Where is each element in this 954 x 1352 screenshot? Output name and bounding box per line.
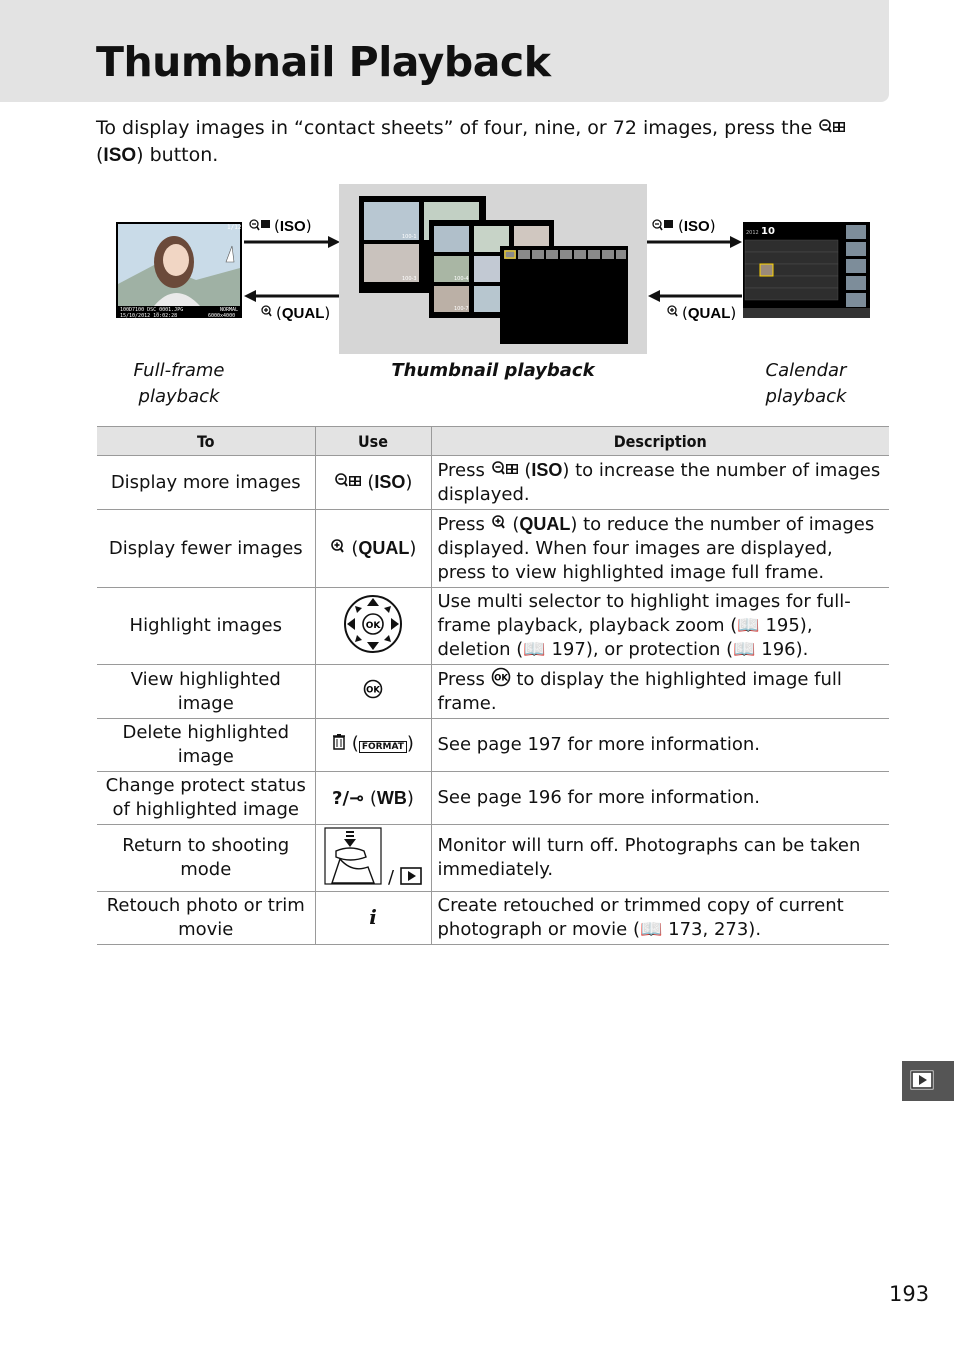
desc-text-post: ) to reduce the number of images displayed. When four images are displayed, press to view highlighted image full frame. (437, 514, 875, 583)
svg-text:(QUAL): (QUAL) (682, 304, 737, 322)
label-iso-top-right (653, 217, 716, 235)
iso-label: ISO (531, 460, 563, 480)
arrow-bottom-right-label: QUAL (687, 305, 731, 322)
row-to: View highlighted image (97, 665, 315, 719)
caption-full-frame (116, 358, 242, 410)
header-use: Use (315, 427, 431, 456)
thumb-label-d: 100-7 (454, 306, 469, 312)
controls-table (97, 426, 889, 945)
row-description (431, 665, 889, 719)
header-to: To (97, 427, 315, 456)
caption-right-line1: Calendar (765, 360, 847, 381)
row-description: Press (ISO) to increase the number of images displayed. (431, 456, 889, 510)
svg-text:OK: OK (365, 620, 381, 631)
iso-label: ISO (374, 472, 406, 492)
label-qual-bottom-left (262, 304, 330, 322)
table-row (97, 665, 889, 719)
table-header-row (97, 427, 889, 456)
arrow-from-calendar (648, 290, 742, 302)
row-to: Change protect status of highlighted image (97, 772, 315, 825)
iso-button-label: ISO (103, 145, 137, 166)
frame-count-text: 1/12 (227, 224, 242, 231)
row-to: Retouch photo or trim movie (97, 892, 315, 945)
label-qual-bottom-right (668, 304, 736, 322)
thumb-label-b: 100-3 (402, 276, 417, 282)
table-row (97, 719, 889, 772)
table-row (97, 825, 889, 892)
book-reference-icon: 📖 (523, 639, 546, 660)
quality-text: NORMAL (220, 307, 239, 313)
row-to: Delete highlighted image (97, 719, 315, 772)
full-frame-screen (116, 222, 242, 319)
arrow-to-full-frame (244, 290, 340, 302)
row-use: ( FORMAT ) (315, 719, 431, 772)
row-use (315, 588, 431, 665)
shutter-release-icon (324, 827, 382, 885)
desc-ref2: 197), or protection ( (551, 639, 734, 660)
desc-ref3: 196). (761, 639, 809, 660)
playback-icon (902, 1061, 954, 1101)
protect-key-icon: ?/⊸ (332, 787, 365, 809)
intro-text-post: ) button. (136, 144, 219, 166)
playback-section-tab (902, 1061, 954, 1101)
book-reference-icon: 📖 (737, 615, 760, 636)
arrow-bottom-left-label: QUAL (281, 305, 325, 322)
thumb-label-a: 100-1 (402, 234, 417, 240)
caption-right-line2: playback (765, 386, 847, 407)
table-row (97, 892, 889, 945)
ok-button-icon (363, 679, 383, 699)
desc-text-post: 173, 273). (668, 919, 762, 940)
caption-left-line2: playback (138, 386, 220, 407)
wb-label: WB (376, 787, 407, 808)
arrow-to-thumbnails (244, 236, 340, 248)
thumbnail-screens (339, 184, 647, 354)
desc-text-a: Use multi selector to highlight images for full-frame playback, playback zoom ( (437, 591, 851, 636)
desc-text-pre: Press (437, 669, 485, 690)
row-use (315, 665, 431, 719)
row-use: (QUAL) (315, 510, 431, 588)
qual-label: QUAL (519, 514, 571, 534)
file-info-text: 100D7100 DSC_0001.JPG (120, 307, 184, 313)
row-description: Monitor will turn off. Photographs can be taken immediately. (431, 825, 889, 892)
row-use (315, 892, 431, 945)
desc-ref1: 195), deletion ( (437, 615, 813, 660)
svg-text:OK: OK (493, 673, 508, 684)
zoom-in-icon (330, 538, 346, 556)
arrow-to-calendar (647, 236, 742, 248)
table-row (97, 510, 889, 588)
page-title: Thumbnail Playback (96, 38, 551, 86)
use-separator: / (387, 866, 395, 888)
thumbnail-zoom-out-icon (334, 472, 362, 490)
playback-diagram (96, 184, 888, 414)
row-description (431, 588, 889, 665)
caption-calendar (743, 358, 869, 410)
zoom-in-icon (491, 514, 507, 532)
table-row (97, 456, 889, 510)
row-to: Display fewer images (97, 510, 315, 588)
page-number: 193 (889, 1282, 930, 1306)
trash-icon (332, 733, 346, 751)
row-to: Highlight images (97, 588, 315, 665)
calendar-year: 2012 (746, 230, 759, 236)
book-reference-icon: 📖 (639, 919, 663, 940)
info-i-icon: i (369, 905, 377, 929)
row-to: Return to shooting mode (97, 825, 315, 892)
qual-label: QUAL (358, 538, 410, 558)
svg-text:(ISO): (ISO) (274, 217, 312, 235)
svg-text:OK: OK (366, 685, 380, 696)
intro-text-pre: To display images in “contact sheets” of four, nine, or 72 images, press the (96, 117, 813, 139)
size-text: 6000x4000 (208, 313, 236, 319)
multi-selector-icon (343, 594, 403, 654)
desc-text-pre: Create retouched or trimmed copy of current photograph or movie ( (437, 895, 844, 940)
caption-left-line1: Full-frame (133, 360, 225, 381)
table-row (97, 588, 889, 665)
thumbnail-zoom-out-icon (818, 118, 846, 136)
intro-paragraph (96, 115, 886, 169)
thumbnail-zoom-out-icon (491, 460, 519, 478)
book-reference-icon: 📖 (733, 639, 756, 660)
intro-paren: ( (96, 144, 104, 166)
desc-text-post: to display the highlighted image full frame. (437, 669, 842, 714)
thumb-label-c: 100-4 (454, 276, 469, 282)
ok-button-icon (491, 667, 511, 687)
row-to: Display more images (97, 456, 315, 510)
svg-text:(ISO): (ISO) (678, 217, 716, 235)
row-description (431, 892, 889, 945)
row-description: Press (QUAL) to reduce the number of images displayed. When four images are displayed, press to view highlighted image full frame. (431, 510, 889, 588)
format-button-label: FORMAT (359, 741, 407, 753)
table-row (97, 772, 889, 825)
header-description: Description (431, 427, 889, 456)
caption-thumbnail: Thumbnail playback (391, 360, 595, 381)
label-iso-top-left (250, 217, 312, 235)
date-time-text: 15/10/2012 10:02:28 (120, 313, 178, 319)
row-description: See page 196 for more information. (431, 772, 889, 825)
calendar-screen (743, 222, 870, 318)
desc-text-pre: Press (437, 514, 485, 535)
svg-text:(QUAL): (QUAL) (276, 304, 331, 322)
arrow-top-right-label: ISO (683, 218, 710, 235)
arrow-top-left-label: ISO (279, 218, 306, 235)
desc-text-post: ) to increase the number of images displayed. (437, 460, 881, 505)
desc-text-pre: Press (437, 460, 485, 481)
row-use: (ISO) (315, 456, 431, 510)
row-description: See page 197 for more information. (431, 719, 889, 772)
row-use: ?/⊸ (WB) (315, 772, 431, 825)
playback-icon (400, 867, 422, 885)
row-use (315, 825, 431, 892)
calendar-day: 10 (761, 226, 775, 237)
